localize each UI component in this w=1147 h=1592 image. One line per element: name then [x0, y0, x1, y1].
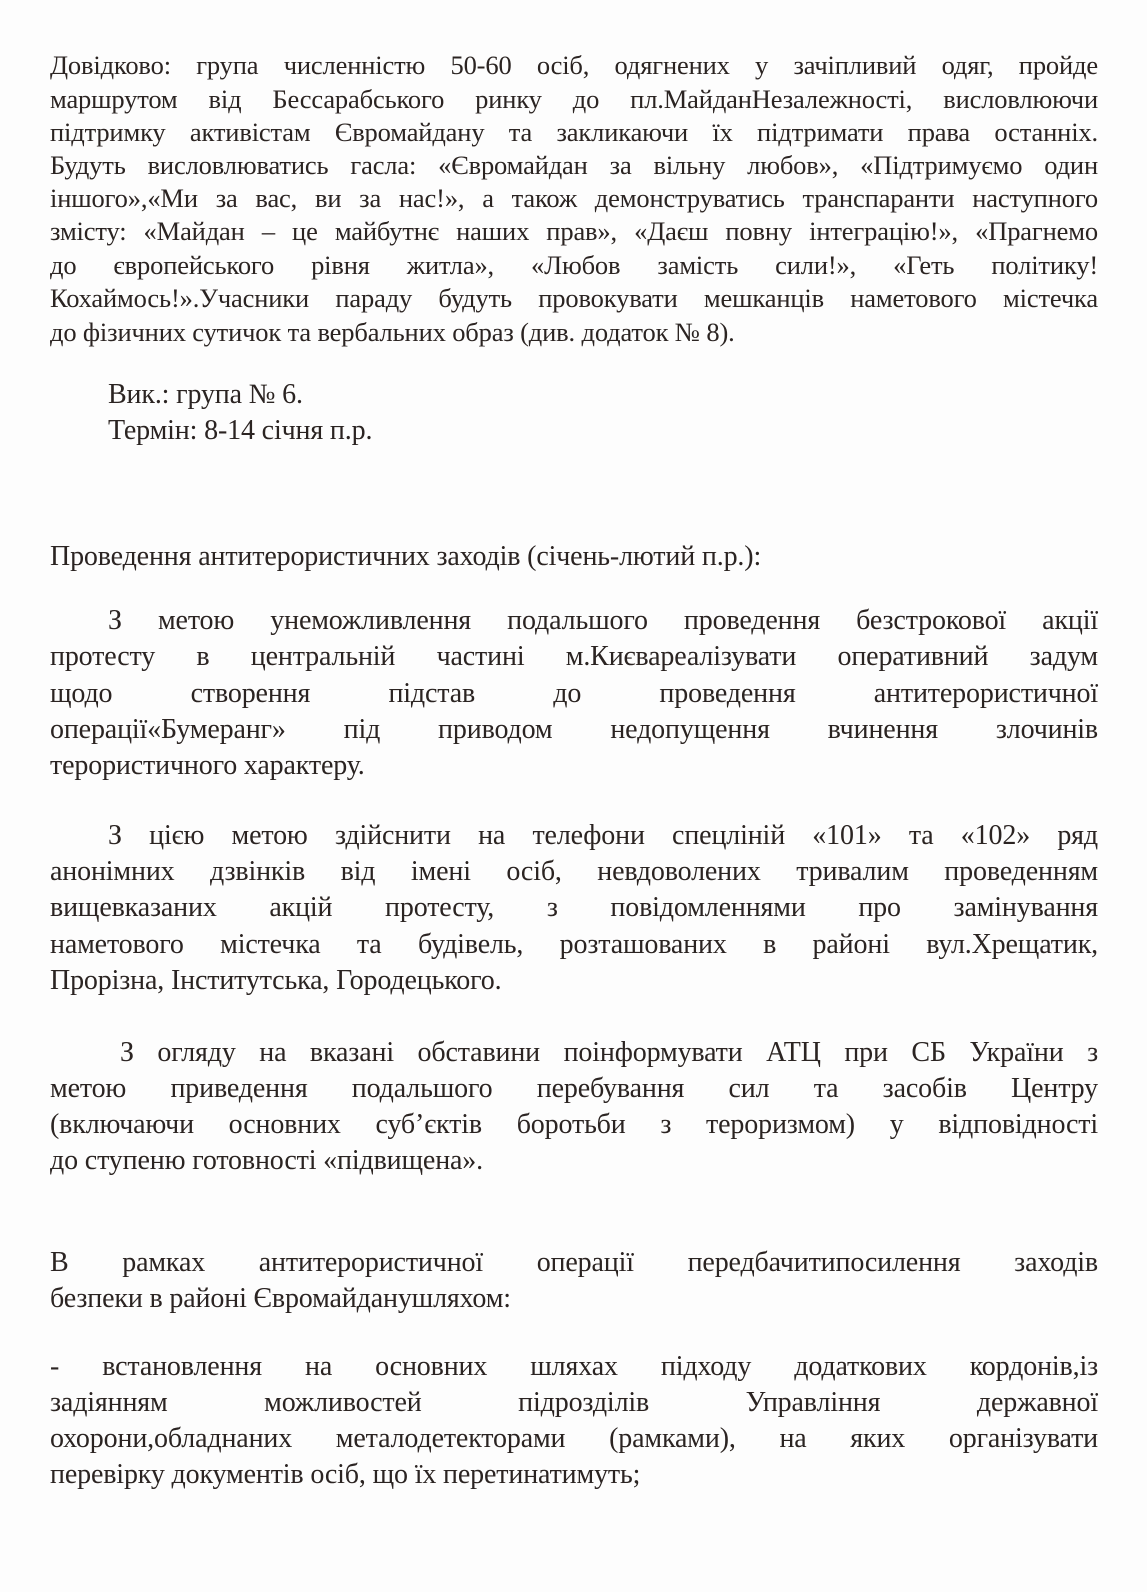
text-line: Кохаймось!».Учасники параду будуть провокувати мешканців наметового містечка — [50, 283, 1098, 313]
text-line: до європейського рівня житла», «Любов замість сили!», «Геть політику! — [50, 250, 1098, 280]
text-line: (включаючи основних суб’єктів боротьби з тероризмом) у відповідності — [50, 1109, 1098, 1140]
text-line: охорони,обладнаних металодетекторами (рамками), на яких організувати — [50, 1423, 1098, 1454]
text-line: до фізичних сутичок та вербальних образ (див. додаток № 8). — [50, 317, 735, 347]
text-line: Довідково: група численністю 50-60 осіб, одягнених у зачіпливий одяг, пройде — [50, 50, 1098, 80]
text-line: іншого»,«Ми за вас, ви за нас!», а також демонструватись транспаранти наступного — [50, 183, 1098, 213]
text-line: З метою унеможливлення подальшого проведення безстрокової акції — [108, 605, 1098, 636]
text-line: задіянням можливостей підрозділів Управління державної — [50, 1387, 1098, 1418]
text-line: З цією метою здійснити на телефони спецліній «101» та «102» ряд — [108, 820, 1098, 851]
text-line: щодо створення підстав до проведення антитерористичної — [50, 678, 1098, 709]
text-line: терористичного характеру. — [50, 750, 365, 781]
executor-line: Вик.: група № 6. — [108, 379, 303, 410]
text-line: анонімних дзвінків від імені осіб, невдоволених тривалим проведенням — [50, 856, 1098, 887]
text-line: З огляду на вказані обставини поінформувати АТЦ при СБ України з — [120, 1037, 1098, 1068]
deadline-line: Термін: 8-14 січня п.р. — [108, 415, 373, 446]
text-line: протесту в центральній частині м.Києвареалізувати оперативний задум — [50, 641, 1098, 672]
text-line: вищевказаних акцій протесту, з повідомленнями про замінування — [50, 892, 1098, 923]
text-line: до ступеню готовності «підвищена». — [50, 1145, 484, 1176]
text-line: Будуть висловлюватись гасла: «Євромайдан за вільну любов», «Підтримуємо один — [50, 150, 1098, 180]
text-line: метою приведення подальшого перебування сил та засобів Центру — [50, 1073, 1098, 1104]
text-line: підтримку активістам Євромайдану та закликаючи їх підтримати права останніх. — [50, 117, 1098, 147]
text-line: маршрутом від Бессарабського ринку до пл.МайданНезалежності, висловлюючи — [50, 84, 1098, 114]
text-line: перевірку документів осіб, що їх перетинатимуть; — [50, 1459, 641, 1490]
text-line: Прорізна, Інститутська, Городецького. — [50, 965, 502, 996]
text-line: операції«Бумеранг» під приводом недопущення вчинення злочинів — [50, 714, 1098, 745]
text-line: В рамках антитерористичної операції передбачитипосилення заходів — [50, 1247, 1098, 1278]
section-heading: Проведення антитерористичних заходів (січень-лютий п.р.): — [50, 541, 762, 572]
text-line: змісту: «Майдан – це майбутнє наших прав», «Даєш повну інтеграцію!», «Прагнемо — [50, 216, 1098, 246]
text-line: безпеки в районі Євромайданушляхом: — [50, 1283, 511, 1314]
text-line: - встановлення на основних шляхах підходу додаткових кордонів,із — [50, 1351, 1098, 1382]
text-line: наметового містечка та будівель, розташованих в районі вул.Хрещатик, — [50, 929, 1098, 960]
